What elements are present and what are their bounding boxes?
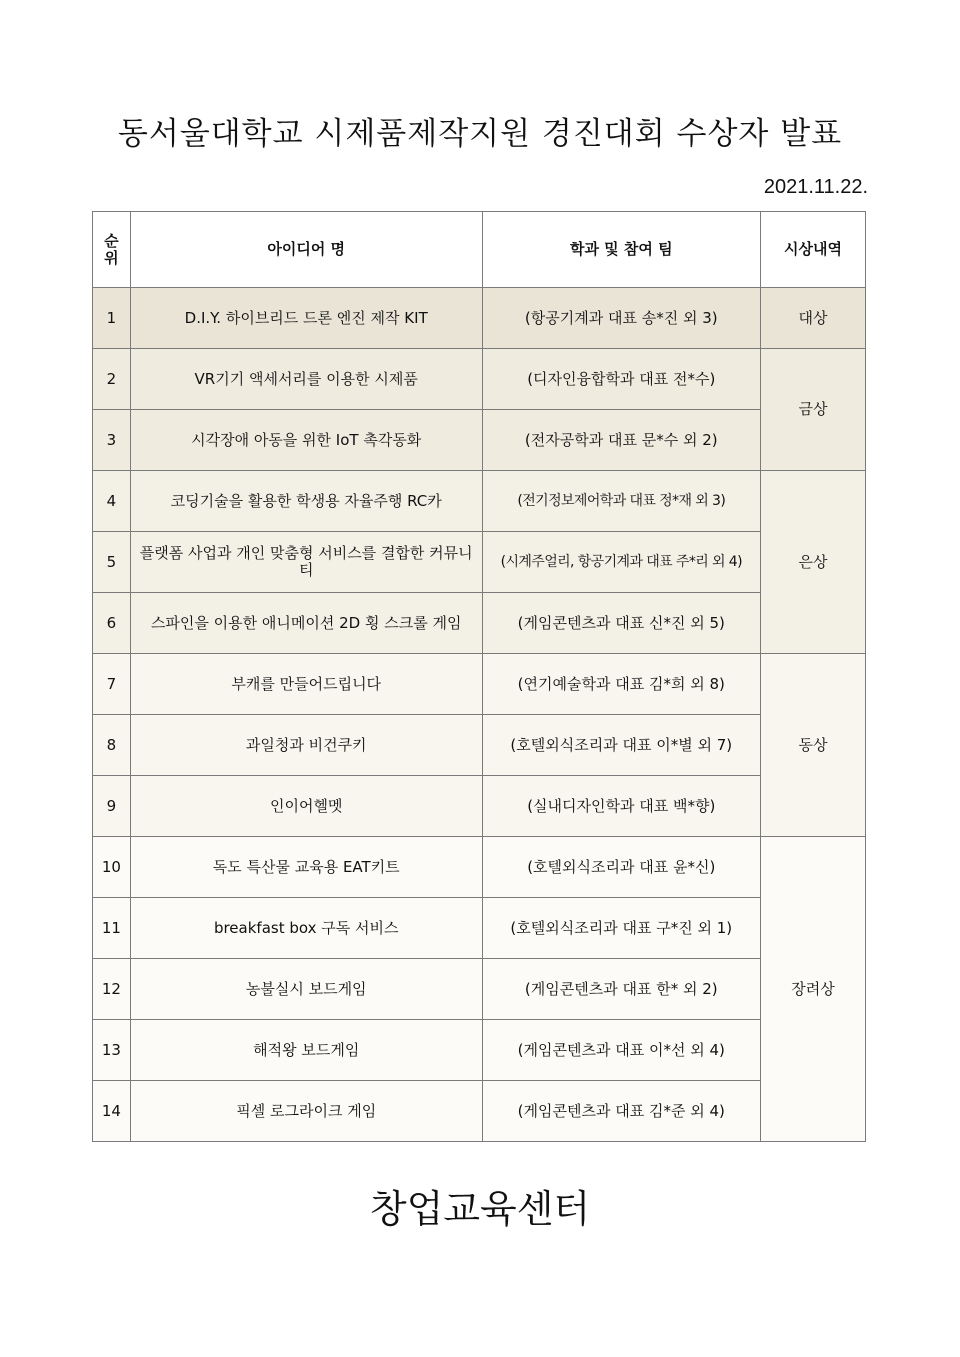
table-row <box>93 1020 866 1081</box>
table-row <box>93 1081 866 1142</box>
rank-cell: 1 <box>93 288 131 349</box>
table-row <box>93 410 866 471</box>
award-cell-silver: 은상 <box>760 471 865 654</box>
dept-cell: (호텔외식조리과 대표 구*진 외 1) <box>482 898 760 959</box>
idea-cell: 코딩기술을 활용한 학생용 자율주행 RC카 <box>130 471 482 532</box>
header-rank: 순위 <box>93 212 131 288</box>
dept-cell: (게임콘텐츠과 대표 이*선 외 4) <box>482 1020 760 1081</box>
idea-cell: 인이어헬멧 <box>130 776 482 837</box>
rank-cell: 3 <box>93 410 131 471</box>
dept-cell: (게임콘텐츠과 대표 김*준 외 4) <box>482 1081 760 1142</box>
table-header-row <box>93 212 866 288</box>
award-cell-encouragement: 장려상 <box>760 837 865 1142</box>
rank-cell: 14 <box>93 1081 131 1142</box>
dept-cell: (호텔외식조리과 대표 이*별 외 7) <box>482 715 760 776</box>
rank-cell: 5 <box>93 532 131 593</box>
organizer-name: 창업교육센터 <box>369 1187 591 1231</box>
rank-cell: 6 <box>93 593 131 654</box>
dept-cell: (게임콘텐츠과 대표 한* 외 2) <box>482 959 760 1020</box>
dept-cell: (연기예술학과 대표 김*희 외 8) <box>482 654 760 715</box>
dept-cell: (디자인융합학과 대표 전*수) <box>482 349 760 410</box>
award-cell-bronze: 동상 <box>760 654 865 837</box>
idea-cell: 독도 특산물 교육용 EAT키트 <box>130 837 482 898</box>
dept-cell: (전자공학과 대표 문*수 외 2) <box>482 410 760 471</box>
rank-cell: 7 <box>93 654 131 715</box>
header-dept: 학과 및 참여 팀 <box>482 212 760 288</box>
table-row <box>93 471 866 532</box>
awards-table <box>92 211 866 1142</box>
table-row <box>93 654 866 715</box>
rank-cell: 9 <box>93 776 131 837</box>
table-row <box>93 898 866 959</box>
rank-cell: 8 <box>93 715 131 776</box>
table-row <box>93 288 866 349</box>
dept-cell: (게임콘텐츠과 대표 신*진 외 5) <box>482 593 760 654</box>
idea-cell: D.I.Y. 하이브리드 드론 엔진 제작 KIT <box>130 288 482 349</box>
table-row <box>93 959 866 1020</box>
idea-cell: 픽셀 로그라이크 게임 <box>130 1081 482 1142</box>
table-row <box>93 715 866 776</box>
idea-cell: 부캐를 만들어드립니다 <box>130 654 482 715</box>
rank-cell: 2 <box>93 349 131 410</box>
header-idea: 아이디어 명 <box>130 212 482 288</box>
rank-cell: 11 <box>93 898 131 959</box>
announcement-date: 2021.11.22. <box>763 176 868 198</box>
dept-cell: (실내디자인학과 대표 백*향) <box>482 776 760 837</box>
dept-cell: (호텔외식조리과 대표 윤*신) <box>482 837 760 898</box>
rank-cell: 4 <box>93 471 131 532</box>
rank-cell: 13 <box>93 1020 131 1081</box>
dept-cell: (항공기계과 대표 송*진 외 3) <box>482 288 760 349</box>
award-cell-grand: 대상 <box>760 288 865 349</box>
award-cell-gold: 금상 <box>760 349 865 471</box>
rank-cell: 10 <box>93 837 131 898</box>
idea-cell: 스파인을 이용한 애니메이션 2D 횡 스크롤 게임 <box>130 593 482 654</box>
idea-cell: 해적왕 보드게임 <box>130 1020 482 1081</box>
page-title: 동서울대학교 시제품제작지원 경진대회 수상자 발표 <box>117 116 843 152</box>
table-row <box>93 837 866 898</box>
table-row <box>93 776 866 837</box>
idea-cell: VR기기 액세서리를 이용한 시제품 <box>130 349 482 410</box>
idea-cell: 과일청과 비건쿠키 <box>130 715 482 776</box>
dept-cell: (시계주얼리, 항공기계과 대표 주*리 외 4) <box>482 532 760 593</box>
table-row <box>93 532 866 593</box>
idea-cell: 농불실시 보드게임 <box>130 959 482 1020</box>
table-row <box>93 593 866 654</box>
header-award: 시상내역 <box>760 212 865 288</box>
idea-cell: 시각장애 아동을 위한 IoT 촉각동화 <box>130 410 482 471</box>
rank-cell: 12 <box>93 959 131 1020</box>
idea-cell: 플랫폼 사업과 개인 맞춤형 서비스를 결합한 커뮤니티 <box>130 532 482 593</box>
table-row <box>93 349 866 410</box>
idea-cell: breakfast box 구독 서비스 <box>130 898 482 959</box>
dept-cell: (전기정보제어학과 대표 정*재 외 3) <box>482 471 760 532</box>
